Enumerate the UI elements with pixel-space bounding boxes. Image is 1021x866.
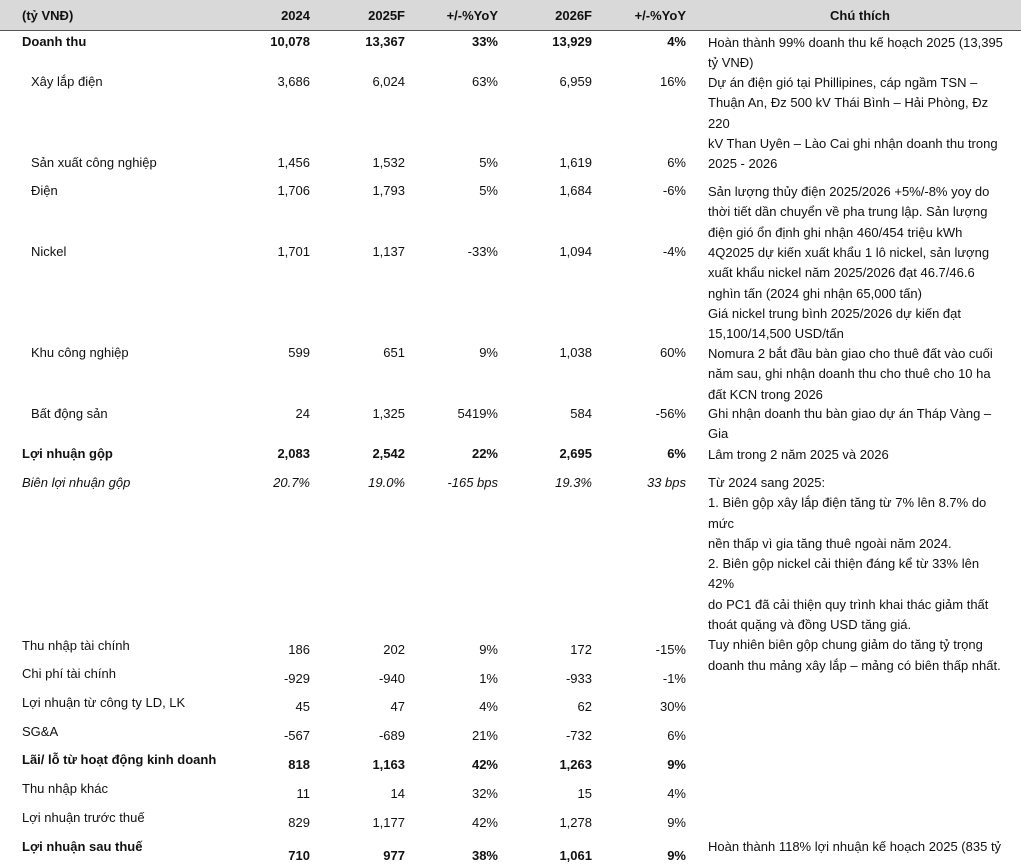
cell-yoy-2025: 42% bbox=[471, 815, 498, 830]
cell-yoy-2025: 5419% bbox=[457, 406, 498, 421]
note-line: Dự án điện gió tại Phillipines, cáp ngầm TSN – bbox=[708, 75, 978, 90]
header-2026f: 2026F bbox=[555, 8, 592, 23]
note-line: Giá nickel trung bình 2025/2026 dự kiến đạt bbox=[708, 305, 961, 321]
row-note bbox=[708, 243, 1008, 344]
row-label: SG&A bbox=[22, 724, 59, 739]
row-note bbox=[708, 473, 1008, 676]
row-label: Thu nhập khác bbox=[22, 781, 109, 796]
cell-yoy-2025: 42% bbox=[471, 757, 498, 772]
cell-yoy-2026: 9% bbox=[667, 815, 686, 830]
cell-yoy-2025: 4% bbox=[479, 699, 498, 714]
cell-2025f: 19.0% bbox=[368, 475, 405, 490]
cell-yoy-2025: -165 bps bbox=[447, 475, 498, 490]
cell-2025f: 977 bbox=[383, 848, 405, 863]
cell-2025f: 1,793 bbox=[372, 183, 405, 198]
note-line: xuất khẩu nickel năm 2025/2026 đạt 46.7/46.6 bbox=[708, 265, 975, 281]
cell-2026f: 1,061 bbox=[559, 848, 592, 863]
row-label: Lợi nhuận từ công ty LD, LK bbox=[22, 695, 186, 710]
cell-2026f: 1,038 bbox=[559, 345, 592, 360]
cell-2025f: -689 bbox=[378, 728, 405, 743]
cell-2026f: 1,684 bbox=[559, 183, 592, 198]
note-line: Từ 2024 sang 2025: bbox=[708, 475, 826, 490]
cell-2025f: 6,024 bbox=[372, 74, 405, 89]
cell-yoy-2026: 6% bbox=[667, 728, 686, 743]
header-yoy-2026: +/-%YoY bbox=[634, 8, 686, 23]
note-line: Hoàn thành 118% lợi nhuận kế hoạch 2025 (835 tỷ bbox=[708, 839, 1002, 854]
cell-yoy-2025: 1% bbox=[479, 671, 498, 686]
cell-2024: 186 bbox=[288, 642, 310, 657]
row-label: Nickel bbox=[31, 244, 67, 259]
note-line: Hoàn thành 99% doanh thu kế hoạch 2025 (13,395 bbox=[708, 35, 1003, 50]
header-unit: (tỷ VNĐ) bbox=[22, 8, 74, 23]
cell-yoy-2026: -15% bbox=[655, 642, 686, 657]
cell-yoy-2026: 16% bbox=[659, 74, 686, 89]
cell-2025f: 1,137 bbox=[372, 244, 405, 259]
note-line: Ghi nhận doanh thu bàn giao dự án Tháp Vàng – Gia bbox=[708, 406, 992, 442]
cell-yoy-2025: 22% bbox=[471, 446, 498, 461]
cell-yoy-2026: 33 bps bbox=[646, 475, 686, 490]
cell-yoy-2025: 38% bbox=[471, 848, 498, 863]
note-line: đất KCN trong 2026 bbox=[708, 386, 823, 402]
cell-2026f: -933 bbox=[565, 671, 592, 686]
cell-2026f: 172 bbox=[570, 642, 592, 657]
row-note bbox=[708, 344, 1008, 405]
cell-yoy-2026: 6% bbox=[667, 446, 686, 461]
cell-yoy-2025: 5% bbox=[479, 183, 498, 198]
cell-2024: -567 bbox=[283, 728, 310, 743]
cell-yoy-2026: 4% bbox=[667, 786, 686, 801]
cell-yoy-2026: 30% bbox=[659, 699, 686, 714]
cell-yoy-2026: -6% bbox=[662, 183, 686, 198]
cell-yoy-2026: 4% bbox=[667, 34, 686, 49]
note-line: kV Than Uyên – Lào Cai ghi nhận doanh thu trong bbox=[708, 135, 998, 151]
header-divider bbox=[0, 30, 1021, 31]
header-yoy-2025: +/-%YoY bbox=[446, 8, 498, 23]
cell-2024: 20.7% bbox=[273, 475, 310, 490]
cell-2026f: 1,263 bbox=[559, 757, 592, 772]
note-line: Lâm trong 2 năm 2025 và 2026 bbox=[708, 446, 889, 462]
cell-2025f: 1,163 bbox=[372, 757, 405, 772]
note-line: nền thấp vì gia tăng thuê ngoài năm 2024. bbox=[708, 535, 952, 551]
cell-2024: -929 bbox=[283, 671, 310, 686]
row-label: Lợi nhuận sau thuế bbox=[22, 839, 143, 854]
cell-2024: 818 bbox=[288, 757, 310, 772]
cell-yoy-2025: 9% bbox=[479, 345, 498, 360]
cell-yoy-2026: -1% bbox=[662, 671, 686, 686]
cell-2026f: -732 bbox=[565, 728, 592, 743]
row-note bbox=[708, 33, 1008, 74]
note-line: tỷ VNĐ) bbox=[708, 55, 754, 71]
note-line: 15,100/14,500 USD/tấn bbox=[708, 326, 844, 342]
note-line: nghìn tấn (2024 ghi nhận 65,000 tấn) bbox=[708, 285, 922, 301]
cell-2026f: 62 bbox=[577, 699, 592, 714]
cell-2026f: 1,278 bbox=[559, 815, 592, 830]
note-line: 2. Biên gộp nickel cải thiện đáng kể từ 33% lên 42% bbox=[708, 556, 980, 592]
cell-yoy-2026: 60% bbox=[659, 345, 686, 360]
cell-2025f: 14 bbox=[390, 786, 405, 801]
row-label: Lãi/ lỗ từ hoạt động kinh doanh bbox=[22, 752, 217, 767]
cell-2026f: 13,929 bbox=[552, 34, 592, 49]
cell-yoy-2025: 32% bbox=[471, 786, 498, 801]
note-line: thời tiết dần chuyển về pha trung lập. Sản lượng bbox=[708, 204, 988, 220]
cell-2026f: 6,959 bbox=[559, 74, 592, 89]
cell-2024: 1,456 bbox=[277, 155, 310, 170]
cell-yoy-2026: -56% bbox=[655, 406, 686, 421]
cell-2024: 10,078 bbox=[270, 34, 310, 49]
note-line: 1. Biên gộp xây lắp điện tăng từ 7% lên 8.7% do mức bbox=[708, 495, 987, 531]
row-label: Điện bbox=[31, 183, 58, 198]
row-label: Khu công nghiệp bbox=[31, 345, 129, 360]
cell-2024: 710 bbox=[288, 848, 310, 863]
row-label: Biên lợi nhuận gộp bbox=[22, 475, 131, 490]
row-note bbox=[708, 182, 1008, 243]
cell-2025f: 1,532 bbox=[372, 155, 405, 170]
cell-2024: 2,083 bbox=[277, 446, 310, 461]
cell-2026f: 584 bbox=[570, 406, 592, 421]
cell-2025f: 47 bbox=[390, 699, 405, 714]
cell-2024: 11 bbox=[296, 786, 310, 801]
note-line: 2025 - 2026 bbox=[708, 156, 778, 172]
note-line: Nomura 2 bắt đầu bàn giao cho thuê đất vào cuối bbox=[708, 346, 993, 361]
row-label: Sản xuất công nghiệp bbox=[31, 155, 157, 170]
header-2025f: 2025F bbox=[368, 8, 405, 23]
row-label: Xây lắp điện bbox=[31, 74, 103, 89]
cell-2025f: 2,542 bbox=[372, 446, 405, 461]
row-label: Lợi nhuận trước thuế bbox=[22, 810, 145, 825]
cell-2026f: 2,695 bbox=[559, 446, 592, 461]
row-label: Chi phí tài chính bbox=[22, 666, 116, 681]
row-label: Bất động sản bbox=[31, 406, 108, 421]
cell-yoy-2025: 21% bbox=[471, 728, 498, 743]
cell-yoy-2025: 9% bbox=[479, 642, 498, 657]
note-line: do PC1 đã cải thiện quy trình khai thác giảm thất bbox=[708, 596, 989, 612]
cell-2025f: 13,367 bbox=[365, 34, 405, 49]
header-2024: 2024 bbox=[281, 8, 310, 23]
cell-2025f: -940 bbox=[378, 671, 405, 686]
cell-2025f: 1,325 bbox=[372, 406, 405, 421]
cell-2024: 599 bbox=[288, 345, 310, 360]
cell-2025f: 1,177 bbox=[372, 815, 405, 830]
row-note bbox=[708, 404, 1008, 465]
row-note bbox=[708, 73, 1008, 174]
cell-yoy-2025: 63% bbox=[471, 74, 498, 89]
note-line: điện gió ổn định ghi nhận 460/454 triệu kWh bbox=[708, 224, 963, 240]
row-label: Lợi nhuận gộp bbox=[22, 446, 113, 461]
note-line: Thuận An, Đz 500 kV Thái Bình – Hải Phòng, Đz 220 bbox=[708, 95, 989, 131]
header-note: Chú thích bbox=[830, 8, 890, 23]
cell-2026f: 1,619 bbox=[559, 155, 592, 170]
note-line: Tuy nhiên biên gộp chung giảm do tăng tỷ trọng bbox=[708, 637, 983, 653]
row-label: Thu nhập tài chính bbox=[22, 638, 130, 653]
row-note bbox=[708, 837, 1008, 857]
row-label: Doanh thu bbox=[22, 34, 87, 49]
cell-2026f: 19.3% bbox=[555, 475, 592, 490]
cell-2024: 24 bbox=[295, 406, 310, 421]
cell-yoy-2025: 5% bbox=[479, 155, 498, 170]
cell-2025f: 651 bbox=[383, 345, 405, 360]
cell-yoy-2025: 33% bbox=[471, 34, 498, 49]
note-line: doanh thu mảng xây lắp – mảng có biên thấp nhất. bbox=[708, 657, 1001, 673]
cell-2025f: 202 bbox=[383, 642, 405, 657]
cell-2024: 829 bbox=[288, 815, 310, 830]
cell-2024: 1,701 bbox=[277, 244, 310, 259]
cell-yoy-2026: -4% bbox=[662, 244, 686, 259]
cell-yoy-2026: 9% bbox=[667, 848, 686, 863]
note-line: 4Q2025 dự kiến xuất khẩu 1 lô nickel, sản lượng bbox=[708, 245, 990, 260]
cell-2024: 3,686 bbox=[277, 74, 310, 89]
note-line: năm sau, ghi nhận doanh thu cho thuê cho 10 ha bbox=[708, 366, 991, 382]
cell-2024: 45 bbox=[295, 699, 310, 714]
note-line: thoát quặng và đồng USD tăng giá. bbox=[708, 617, 912, 633]
note-line: Sản lượng thủy điện 2025/2026 +5%/-8% yoy do bbox=[708, 184, 990, 199]
cell-2024: 1,706 bbox=[277, 183, 310, 198]
cell-yoy-2026: 9% bbox=[667, 757, 686, 772]
cell-yoy-2025: -33% bbox=[467, 244, 498, 259]
cell-2026f: 15 bbox=[577, 786, 592, 801]
cell-2026f: 1,094 bbox=[559, 244, 592, 259]
cell-yoy-2026: 6% bbox=[667, 155, 686, 170]
